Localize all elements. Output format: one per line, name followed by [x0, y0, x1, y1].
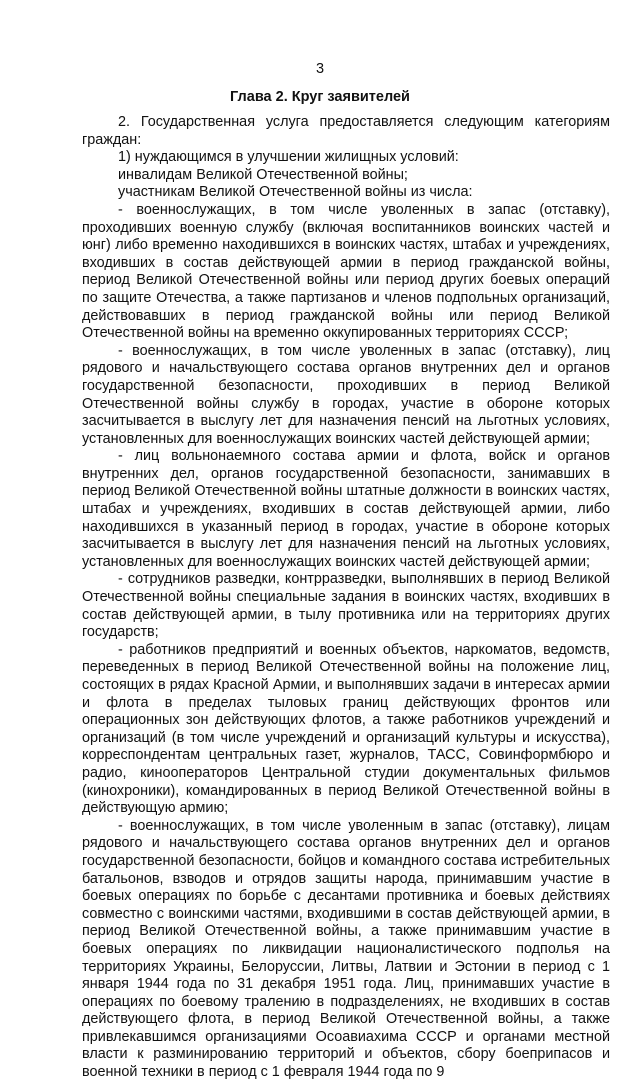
document-body [82, 114, 610, 1082]
list-item-military-personnel: - военнослужащих, в том числе уволенных в запас (отставку), проходивших военную службу (включая воспитанников воинских частей и юнг) либо временно находившихся в воинских частях, штабах и учреждениях, входивших в состав действующей армии в период гражданской войны, период Великой Отечественной войны или период других боевых операций по защите Отечества, а также партизанов и членов подпольных организаций, действовавших в период гражданской войны или период Великой Отечественной войны на временно оккупированных территориях СССР; [82, 201, 610, 342]
list-item-intelligence: - сотрудников разведки, контрразведки, выполнявших в период Великой Отечественной войны специальные задания в воинских частях, входивших в состав действующей армии, в тылу противника или на территориях других государств; [82, 571, 610, 641]
paragraph-intro: 2. Государственная услуга предоставляется следующим категориям граждан: [82, 114, 610, 148]
list-item-enterprise-workers: - работников предприятий и военных объектов, наркоматов, ведомств, переведенных в период Великой Отечественной войны на положение лиц, состоящих в рядах Красной Армии, и выполнявших задачи в интересах армии и флота в пределах тыловых границ действующих фронтов или операционных зон действующих флотов, а также работников учреждений и организаций (в том числе учреждений и организаций культуры и искусства), корреспондентам центральных газет, журналов, ТАСС, Совинформбюро и радио, кинооператоров Центральной студии документальных фильмов (кинохроники), командированных в период Великой Отечественной войны в действующую армию; [82, 641, 610, 817]
paragraph-war-invalids: инвалидам Великой Отечественной войны; [118, 166, 408, 183]
chapter-title: Глава 2. Круг заявителей [230, 89, 410, 105]
list-item-civilian-staff: - лиц вольнонаемного состава армии и флота, войск и органов внутренних дел, органов государственной безопасности, занимавших в период Великой Отечественной войны штатные должности в воинских частях, штабах и учреждениях, входивших в состав действующей армии, либо находившихся в указанный период в городах, участие в обороне которых засчитывается в выслугу лет для назначения пенсий на льготных условиях, установленных для военнослужащих воинских частей действующей армии; [82, 448, 610, 570]
paragraph-war-participants: участникам Великой Отечественной войны из числа: [118, 184, 473, 201]
paragraph-housing-needs: 1) нуждающимся в улучшении жилищных условий: [118, 149, 459, 166]
page-number: 3 [315, 61, 325, 77]
list-item-internal-affairs: - военнослужащих, в том числе уволенных в запас (отставку), лиц рядового и начальствующего состава органов внутренних дел и органов государственной безопасности, проходивших в период Великой Отечественной войны службу в городах, участие в обороне которых засчитывается в выслугу лет для назначения пенсий на льготных условиях, установленных для военнослужащих воинских частей действующей армии; [82, 342, 610, 447]
list-item-combat-operations: - военнослужащих, в том числе уволенным в запас (отставку), лицам рядового и начальствующего состава органов внутренних дел и органов государственной безопасности, бойцов и командного состава истребительных батальонов, взводов и отрядов защиты народа, принимавшим участие в боевых операциях по борьбе с десантами противника и боевых действиях совместно с воинскими частями, входившими в состав действующей армии, в период Великой Отечественной войны, а также принимавшим участие в боевых операциях по ликвидации националистического подполья на территориях Украины, Белоруссии, Литвы, Латвии и Эстонии в период с 1 января 1944 года по 31 декабря 1951 года. Лиц, принимавших участие в операциях по боевому тралению в подразделениях, не входивших в состав действующего флота, в период Великой Отечественной войны, а также привлекавшимся организациями Осоавиахима СССР и органами местной власти к разминированию территорий и объектов, сбору боеприпасов и военной техники в период с 1 февраля 1944 года по 9 [82, 817, 610, 1081]
